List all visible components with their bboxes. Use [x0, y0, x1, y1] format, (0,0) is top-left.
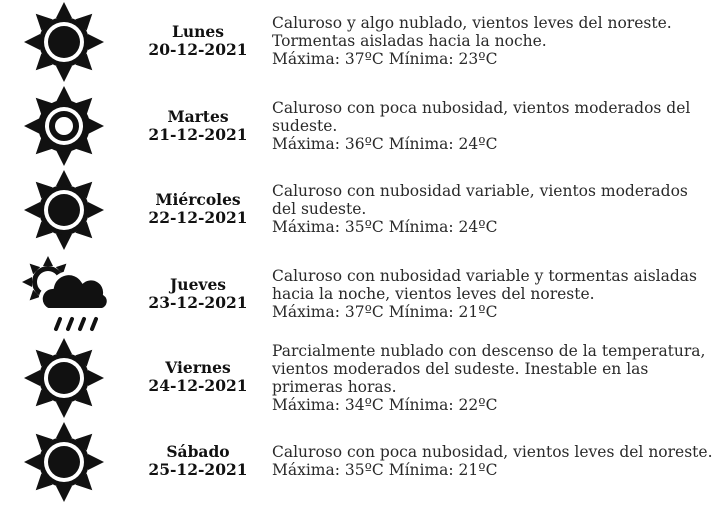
- day-name: Viernes: [165, 358, 231, 377]
- day-date: [148, 359, 248, 395]
- sun-icon: [18, 0, 110, 84]
- description-line: Caluroso y algo nublado, vientos leves del noreste.: [272, 14, 672, 32]
- sun-icon: [18, 336, 110, 420]
- description-line: del sudeste.: [272, 200, 367, 218]
- forecast-row-viernes: [0, 336, 720, 420]
- forecast-description: [272, 342, 712, 414]
- day-name: Sábado: [166, 442, 230, 461]
- day-name: Jueves: [169, 275, 227, 294]
- forecast-row-jueves: [0, 252, 720, 336]
- sun-icon: [18, 168, 110, 252]
- forecast-description: [272, 99, 712, 153]
- description-line: Caluroso con poca nubosidad, vientos leves del noreste.: [272, 443, 713, 461]
- description-line: hacia la noche, vientos leves del noreste.: [272, 285, 595, 303]
- forecast-row-sabado: [0, 420, 720, 504]
- day-date: [148, 108, 248, 144]
- forecast-row-miercoles: [0, 168, 720, 252]
- sun-cloud-rain-icon: [18, 252, 110, 336]
- description-line: Caluroso con poca nubosidad, vientos moderados del: [272, 99, 691, 117]
- day-name: Lunes: [171, 22, 225, 41]
- temperature-range: Máxima: 37ºC Mínima: 23ºC: [272, 50, 498, 68]
- day-date: [148, 191, 248, 227]
- description-line: vientos moderados del sudeste. Inestable en las: [272, 360, 649, 378]
- description-line: Tormentas aisladas hacia la noche.: [272, 32, 547, 50]
- temperature-range: Máxima: 37ºC Mínima: 21ºC: [272, 303, 498, 321]
- temperature-range: Máxima: 34ºC Mínima: 22ºC: [272, 396, 498, 414]
- date-label: 23-12-2021: [148, 293, 248, 312]
- forecast-description: [272, 14, 712, 68]
- forecast-description: [272, 182, 712, 236]
- date-label: 20-12-2021: [148, 40, 248, 59]
- temperature-range: Máxima: 36ºC Mínima: 24ºC: [272, 135, 498, 153]
- day-date: [148, 443, 248, 479]
- sun-outline-icon: [18, 84, 110, 168]
- date-label: 25-12-2021: [148, 460, 248, 479]
- forecast-row-martes: [0, 84, 720, 168]
- sun-icon: [18, 420, 110, 504]
- day-date: [148, 276, 248, 312]
- description-line: primeras horas.: [272, 378, 397, 396]
- description-line: Caluroso con nubosidad variable, vientos moderados: [272, 182, 688, 200]
- description-line: Parcialmente nublado con descenso de la temperatura,: [272, 342, 706, 360]
- forecast-description: [272, 443, 712, 479]
- description-line: Caluroso con nubosidad variable y tormentas aisladas: [272, 267, 697, 285]
- temperature-range: Máxima: 35ºC Mínima: 21ºC: [272, 461, 498, 479]
- day-date: [148, 23, 248, 59]
- day-name: Martes: [167, 107, 229, 126]
- day-name: Miércoles: [155, 190, 241, 209]
- temperature-range: Máxima: 35ºC Mínima: 24ºC: [272, 218, 498, 236]
- date-label: 24-12-2021: [148, 376, 248, 395]
- forecast-description: [272, 267, 712, 321]
- forecast-row-lunes: [0, 0, 720, 84]
- date-label: 22-12-2021: [148, 208, 248, 227]
- description-line: sudeste.: [272, 117, 338, 135]
- date-label: 21-12-2021: [148, 125, 248, 144]
